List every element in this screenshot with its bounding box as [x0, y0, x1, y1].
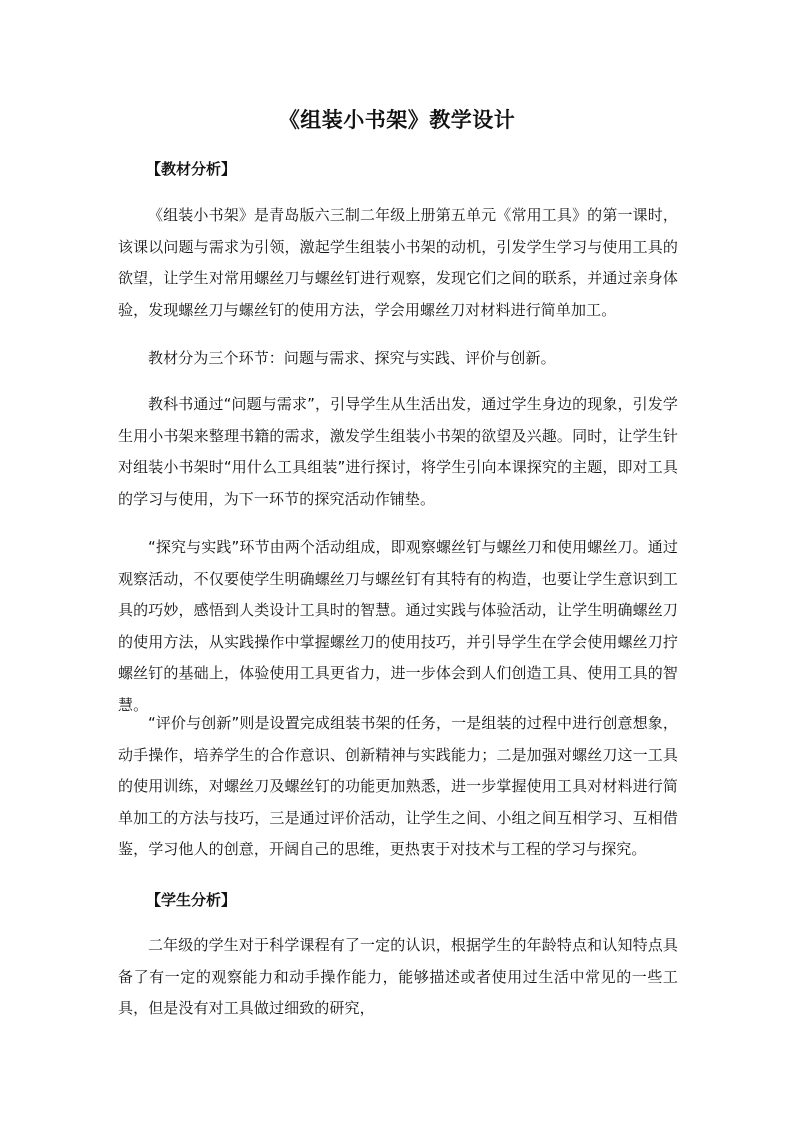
document-title: 《组装小书架》教学设计 [278, 107, 516, 132]
paragraph-textbook-intro: 《组装小书架》是青岛版六三制二年级上册第五单元《常用工具》的第一课时，该课以问题与需求为引领，激起学生组装小书架的动机，引发学生学习与使用工具的欲望，让学生对常用螺丝刀与螺丝钉进行观察，发现它们之间的联系，并通过亲身体验，发现螺丝刀与螺丝钉的使用方法，学会用螺丝刀对材料进行简单加工。 [118, 206, 678, 319]
section-heading-student-analysis: 【学生分析】 [146, 891, 237, 909]
paragraph-explore-and-practice: “探究与实践”环节由两个活动组成，即观察螺丝钉与螺丝刀和使用螺丝刀。通过观察活动，不仅要使学生明确螺丝刀与螺丝钉有其特有的构造，也要让学生意识到工具的巧妙，感悟到人类设计工具时的智慧。通过实践与体验活动，让学生明确螺丝刀的使用方法，从实践操作中掌握螺丝刀的使用技巧，并引导学生在学会使用螺丝刀拧螺丝钉的基础上，体验使用工具更省力，进一步体会到人们创造工具、使用工具的智慧。 [118, 538, 678, 714]
section-heading-textbook-analysis: 【教材分析】 [146, 160, 237, 178]
paragraph-textbook-structure: 教材分为三个环节：问题与需求、探究与实践、评价与创新。 [148, 349, 556, 367]
paragraph-student-analysis: 二年级的学生对于科学课程有了一定的认识，根据学生的年龄特点和认知特点具备了有一定的观察能力和动手操作能力，能够描述或者使用过生活中常见的一些工具，但是没有对工具做过细致的研究， [118, 936, 678, 1017]
paragraph-evaluate-and-innovate: “评价与创新”则是设置完成组装书架的任务，一是组装的过程中进行创意想象，动手操作，培养学生的合作意识、创新精神与实践能力；二是加强对螺丝刀这一工具的使用训练，对螺丝刀及螺丝钉的功能更加熟悉，进一步掌握使用工具对材料进行简单加工的方法与技巧，三是通过评价活动，让学生之间、小组之间互相学习、互相借鉴，学习他人的创意，开阔自己的思维，更热衷于对技术与工程的学习与探究。 [118, 714, 678, 858]
paragraph-problem-and-need: 教科书通过“问题与需求”，引导学生从生活出发，通过学生身边的现象，引发学生用小书架来整理书籍的需求，激发学生组装小书架的欲望及兴趣。同时，让学生针对组装小书架时“用什么工具组装”进行探讨，将学生引向本课探究的主题，即对工具的学习与使用，为下一环节的探究活动作铺垫。 [118, 395, 678, 508]
